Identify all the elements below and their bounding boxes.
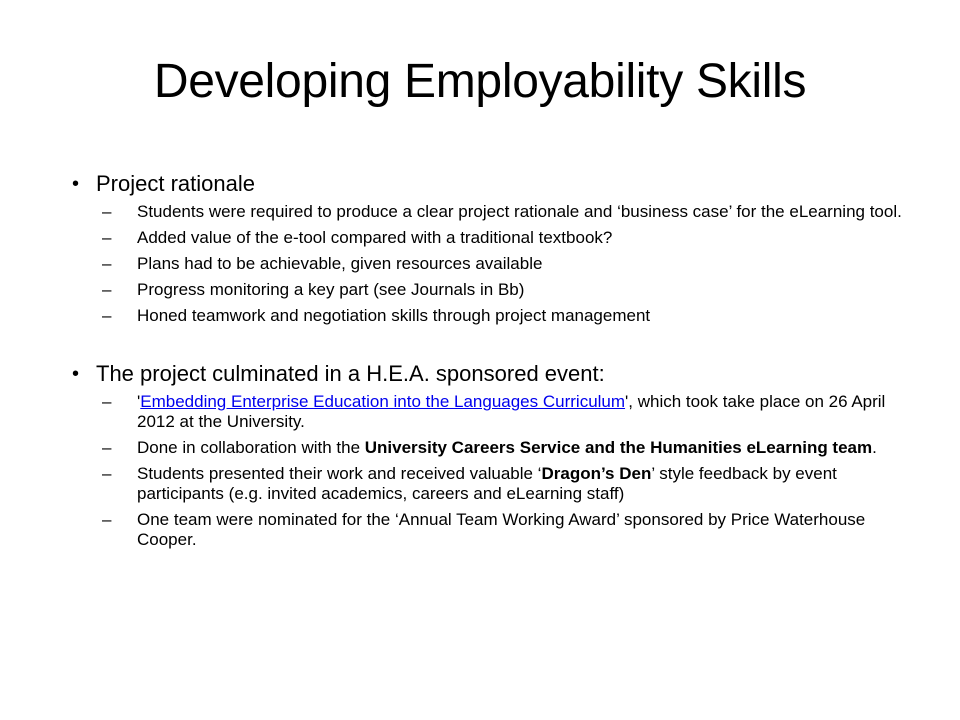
list-item bbox=[72, 464, 917, 504]
list-item bbox=[72, 254, 917, 274]
dash-icon: – bbox=[102, 228, 112, 247]
bullet-heading: Project rationale bbox=[96, 171, 255, 196]
list-item-text: Done in collaboration with the bbox=[137, 438, 365, 457]
dash-icon: – bbox=[102, 280, 112, 299]
dash-icon: – bbox=[102, 392, 112, 411]
list-item bbox=[72, 438, 917, 458]
list-item-text: Added value of the e-tool compared with a traditional textbook? bbox=[137, 228, 613, 247]
slide-title: Developing Employability Skills bbox=[153, 55, 807, 108]
dash-icon: – bbox=[102, 510, 112, 529]
bullet-icon: • bbox=[72, 173, 80, 195]
dash-icon: – bbox=[102, 254, 112, 273]
bullet-hea-event bbox=[72, 360, 912, 388]
spacer bbox=[72, 332, 912, 360]
list-item-text: ', which took take place on 26 April 2012 at the University. bbox=[137, 392, 886, 431]
list-item-text: Students were required to produce a clear project rationale and ‘business case’ for the eLearning tool. bbox=[137, 202, 902, 221]
event-link[interactable]: Embedding Enterprise Education into the Languages Curriculum bbox=[140, 392, 626, 411]
dash-icon: – bbox=[102, 202, 112, 221]
list-item bbox=[72, 228, 917, 248]
list-item bbox=[72, 510, 917, 550]
quote-mark: ' bbox=[137, 392, 141, 411]
slide-body bbox=[72, 170, 912, 556]
bullet-heading: The project culminated in a H.E.A. sponsored event: bbox=[96, 361, 605, 386]
list-item-text: ’ style feedback by event participants (e.g. invited academics, careers and eLearning staff) bbox=[137, 464, 837, 503]
list-item bbox=[72, 392, 917, 432]
bullet-icon: • bbox=[72, 363, 80, 385]
rationale-sublist bbox=[72, 202, 912, 326]
event-sublist bbox=[72, 392, 912, 550]
bold-text: Dragon’s Den bbox=[541, 464, 652, 483]
list-item-text: Honed teamwork and negotiation skills through project management bbox=[137, 306, 651, 325]
bullet-project-rationale bbox=[72, 170, 912, 198]
list-item-text: Progress monitoring a key part (see Journals in Bb) bbox=[137, 280, 525, 299]
dash-icon: – bbox=[102, 438, 112, 457]
list-item-text: Students presented their work and received valuable ‘ bbox=[137, 464, 542, 483]
list-item-text: . bbox=[872, 438, 877, 457]
dash-icon: – bbox=[102, 464, 112, 483]
list-item bbox=[72, 202, 917, 222]
dash-icon: – bbox=[102, 306, 112, 325]
list-item bbox=[72, 306, 917, 326]
list-item bbox=[72, 280, 917, 300]
list-item-text: One team were nominated for the ‘Annual Team Working Award’ sponsored by Price Waterhouse Cooper. bbox=[137, 510, 866, 549]
list-item-text: Plans had to be achievable, given resources available bbox=[137, 254, 543, 273]
bold-text: University Careers Service and the Humanities eLearning team bbox=[364, 438, 873, 457]
